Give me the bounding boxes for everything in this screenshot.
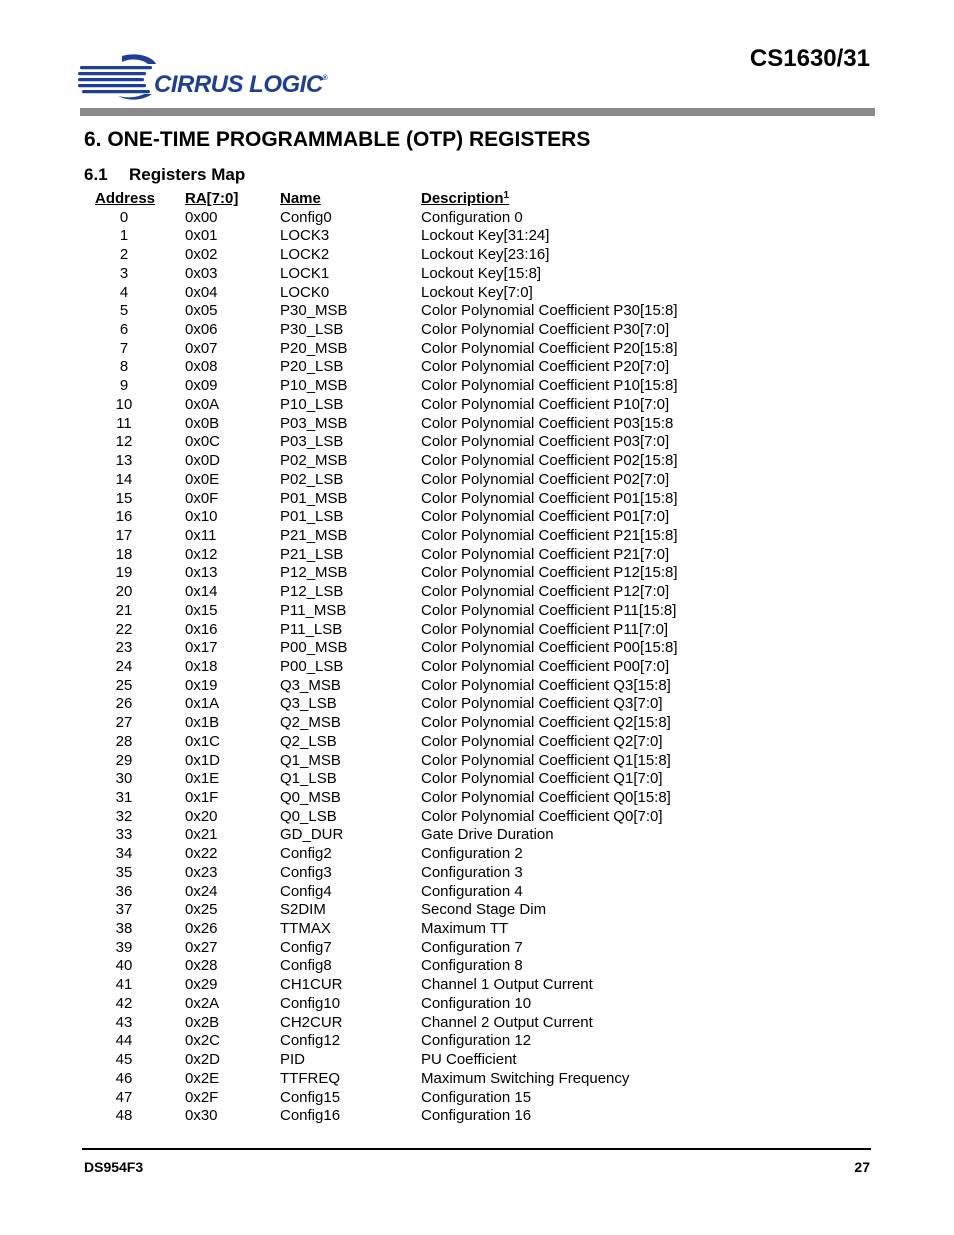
cell-address: 34	[115, 845, 133, 863]
cell-ra: 0x0A	[185, 395, 220, 413]
cell-description: Lockout Key[7:0]	[421, 283, 533, 301]
cell-address: 17	[115, 526, 133, 544]
cell-ra: 0x1D	[185, 751, 221, 769]
cell-ra: 0x0E	[185, 470, 220, 488]
cell-ra: 0x2A	[185, 994, 220, 1012]
cell-description: Channel 2 Output Current	[421, 1013, 593, 1031]
cell-address: 27	[115, 714, 133, 732]
cell-address: 35	[115, 863, 133, 881]
cell-address: 31	[115, 789, 133, 806]
cell-address: 11	[116, 414, 132, 432]
cell-ra: 0x00	[185, 208, 218, 226]
cell-ra: 0x15	[185, 601, 218, 619]
cell-description: Configuration 16	[421, 1107, 532, 1125]
cell-name: Config10	[280, 994, 341, 1012]
cell-address: 45	[115, 1051, 133, 1069]
cell-name: P12_MSB	[280, 564, 348, 582]
cell-ra: 0x16	[185, 620, 218, 638]
cell-description: Color Polynomial Coefficient P30[15:8]	[421, 302, 678, 320]
cell-name: P21_LSB	[280, 545, 344, 563]
cell-name: Q1_MSB	[280, 751, 341, 769]
cell-ra: 0x09	[185, 377, 218, 395]
cell-ra: 0x1E	[185, 770, 220, 788]
cell-ra: 0x2F	[185, 1088, 219, 1106]
cell-address: 0	[119, 208, 129, 226]
cell-name: LOCK1	[280, 264, 330, 282]
cell-name: LOCK0	[280, 283, 330, 301]
cell-ra: 0x12	[185, 545, 218, 563]
cell-description: Channel 1 Output Current	[421, 976, 593, 994]
cell-description: Configuration 10	[421, 994, 532, 1012]
cell-description: Color Polynomial Coefficient P21[7:0]	[421, 545, 670, 563]
cell-name: Config8	[280, 957, 332, 975]
cell-description: Lockout Key[31:24]	[421, 227, 550, 245]
cell-ra: 0x20	[185, 807, 218, 825]
cell-description: Color Polynomial Coefficient P30[7:0]	[421, 321, 670, 339]
cell-ra: 0x24	[185, 882, 218, 900]
cell-description: Configuration 15	[421, 1088, 532, 1106]
cell-description: Color Polynomial Coefficient P01[7:0]	[421, 508, 670, 526]
cell-address: 21	[115, 601, 133, 619]
cell-ra: 0x01	[185, 227, 218, 245]
cell-description: Color Polynomial Coefficient P01[15:8]	[421, 489, 678, 507]
cell-address: 19	[115, 564, 133, 582]
cell-ra: 0x13	[185, 564, 218, 582]
header-divider	[80, 108, 875, 116]
cell-name: P11_LSB	[280, 620, 343, 638]
cell-description: Lockout Key[15:8]	[421, 264, 542, 282]
cell-description: Color Polynomial Coefficient P20[7:0]	[421, 358, 670, 376]
cell-ra: 0x17	[185, 639, 218, 657]
footnote-ref: 1	[503, 190, 510, 201]
document-title: CS1630/31	[749, 45, 870, 72]
cell-ra: 0x07	[185, 339, 218, 357]
cell-address: 23	[115, 639, 133, 657]
cell-name: P02_MSB	[280, 452, 348, 470]
cell-name: Config2	[280, 845, 332, 863]
cell-address: 20	[115, 583, 133, 601]
cell-address: 5	[119, 302, 129, 320]
cell-address: 32	[115, 807, 133, 825]
cell-ra: 0x02	[185, 246, 218, 264]
cell-name: TTMAX	[280, 920, 331, 938]
cell-description: Color Polynomial Coefficient P03[7:0]	[421, 433, 670, 451]
cell-name: P00_MSB	[280, 639, 348, 657]
cell-name: Q0_LSB	[280, 807, 337, 825]
cell-name: P10_MSB	[280, 377, 348, 395]
cell-ra: 0x0B	[185, 414, 220, 432]
cell-description: Gate Drive Duration	[421, 826, 554, 844]
cell-name: Q3_MSB	[280, 676, 341, 694]
cell-ra: 0x06	[185, 321, 218, 339]
cell-ra: 0x0C	[185, 433, 221, 451]
cell-description: Color Polynomial Coefficient Q0[15:8]	[421, 789, 671, 806]
cell-description: Maximum Switching Frequency	[421, 1069, 630, 1087]
cell-address: 1	[119, 227, 129, 245]
cell-name: P01_MSB	[280, 489, 348, 507]
cell-ra: 0x1B	[185, 714, 220, 732]
cell-address: 37	[115, 901, 133, 919]
logo-wordmark: CIRRUS LOGIC®	[154, 71, 328, 98]
cell-description: Color Polynomial Coefficient Q1[7:0]	[421, 770, 663, 788]
cell-description: Color Polynomial Coefficient Q3[15:8]	[421, 676, 671, 694]
cell-address: 38	[115, 920, 133, 938]
cell-name: P03_LSB	[280, 433, 344, 451]
cell-address: 29	[115, 751, 133, 769]
cell-address: 28	[115, 732, 133, 750]
cell-description: Color Polynomial Coefficient P11[15:8]	[421, 601, 677, 619]
cell-description: Color Polynomial Coefficient Q0[7:0]	[421, 807, 663, 825]
cell-address: 25	[115, 676, 133, 694]
cell-ra: 0x1A	[185, 695, 220, 713]
cell-ra: 0x03	[185, 264, 218, 282]
cell-name: Q0_MSB	[280, 789, 341, 806]
cell-ra: 0x11	[185, 526, 217, 544]
cell-ra: 0x0F	[185, 489, 219, 507]
cell-description: Color Polynomial Coefficient P12[7:0]	[421, 583, 670, 601]
cell-name: LOCK3	[280, 227, 330, 245]
cell-address: 30	[115, 770, 133, 788]
cell-description: Configuration 2	[421, 845, 523, 863]
cell-address: 6	[119, 321, 129, 339]
cell-address: 15	[115, 489, 133, 507]
cell-ra: 0x0D	[185, 452, 221, 470]
cell-name: P00_LSB	[280, 657, 344, 675]
cell-ra: 0x30	[185, 1107, 218, 1125]
header-name: Name	[280, 190, 321, 207]
cell-ra: 0x08	[185, 358, 218, 376]
cell-ra: 0x2E	[185, 1069, 220, 1087]
cell-ra: 0x19	[185, 676, 218, 694]
cell-name: Config3	[280, 863, 332, 881]
cell-address: 41	[115, 976, 133, 994]
cell-ra: 0x14	[185, 583, 218, 601]
cell-address: 43	[115, 1013, 133, 1031]
cell-address: 48	[115, 1107, 133, 1125]
cell-ra: 0x26	[185, 920, 218, 938]
cell-ra: 0x05	[185, 302, 218, 320]
cell-name: TTFREQ	[280, 1069, 340, 1087]
cell-description: PU Coefficient	[421, 1051, 517, 1069]
cell-name: P20_MSB	[280, 339, 348, 357]
cell-name: P30_LSB	[280, 321, 344, 339]
footer-divider	[82, 1148, 871, 1150]
cell-name: CH1CUR	[280, 976, 343, 994]
subsection-title: Registers Map	[129, 165, 246, 184]
cell-ra: 0x2B	[185, 1013, 220, 1031]
footer-page-number: 27	[854, 1159, 870, 1175]
cell-ra: 0x21	[185, 826, 218, 844]
cell-name: PID	[280, 1051, 306, 1069]
cell-address: 24	[115, 657, 133, 675]
cell-description: Color Polynomial Coefficient P20[15:8]	[421, 339, 678, 357]
cell-address: 36	[115, 882, 133, 900]
cell-address: 3	[119, 264, 129, 282]
cell-ra: 0x25	[185, 901, 218, 919]
cell-ra: 0x2C	[185, 1032, 221, 1050]
cell-ra: 0x04	[185, 283, 218, 301]
header-ra: RA[7:0]	[185, 190, 239, 207]
cell-ra: 0x10	[185, 508, 218, 526]
cell-ra: 0x27	[185, 938, 218, 956]
cell-description: Color Polynomial Coefficient P02[15:8]	[421, 452, 678, 470]
cell-name: P30_MSB	[280, 302, 348, 320]
cell-address: 39	[115, 938, 133, 956]
cell-ra: 0x18	[185, 657, 218, 675]
cell-address: 42	[115, 994, 133, 1012]
subsection-heading	[84, 166, 245, 183]
cell-description: Configuration 3	[421, 863, 523, 881]
cell-name: Config7	[280, 938, 332, 956]
cell-name: P02_LSB	[280, 470, 344, 488]
cell-name: Config0	[280, 208, 332, 226]
cell-description: Configuration 8	[421, 957, 523, 975]
cell-address: 13	[115, 452, 133, 470]
cell-name: P11_MSB	[280, 601, 347, 619]
cell-description: Color Polynomial Coefficient P00[15:8]	[421, 639, 678, 657]
cell-ra: 0x1C	[185, 732, 221, 750]
cell-name: P12_LSB	[280, 583, 344, 601]
cell-description: Second Stage Dim	[421, 901, 547, 919]
cell-address: 4	[119, 283, 129, 301]
cell-description: Configuration 12	[421, 1032, 532, 1050]
cell-name: P03_MSB	[280, 414, 348, 432]
cell-description: Configuration 0	[421, 208, 523, 226]
cell-name: Config15	[280, 1088, 341, 1106]
cell-name: Q2_MSB	[280, 714, 341, 732]
cell-description: Color Polynomial Coefficient P02[7:0]	[421, 470, 670, 488]
cell-ra: 0x1F	[185, 789, 219, 806]
cell-address: 12	[115, 433, 133, 451]
cell-address: 8	[119, 358, 129, 376]
cell-description: Color Polynomial Coefficient P10[7:0]	[421, 395, 670, 413]
cell-name: P01_LSB	[280, 508, 344, 526]
cell-address: 44	[115, 1032, 133, 1050]
cell-name: S2DIM	[280, 901, 326, 919]
cell-name: Config16	[280, 1107, 341, 1125]
cell-ra: 0x2D	[185, 1051, 221, 1069]
subsection-number: 6.1	[84, 165, 108, 184]
cell-name: P21_MSB	[280, 526, 348, 544]
cell-description: Color Polynomial Coefficient P12[15:8]	[421, 564, 678, 582]
section-heading: 6. ONE-TIME PROGRAMMABLE (OTP) REGISTERS	[84, 128, 591, 151]
cell-description: Lockout Key[23:16]	[421, 246, 550, 264]
cell-description: Color Polynomial Coefficient P03[15:8	[421, 414, 674, 432]
cell-name: Config12	[280, 1032, 341, 1050]
cell-ra: 0x23	[185, 863, 218, 881]
header-address: Address	[95, 190, 156, 207]
cell-address: 14	[115, 470, 133, 488]
cell-description: Color Polynomial Coefficient Q2[15:8]	[421, 714, 671, 732]
cell-address: 10	[115, 395, 133, 413]
cell-name: Config4	[280, 882, 332, 900]
cell-description: Color Polynomial Coefficient P00[7:0]	[421, 657, 670, 675]
cell-description: Color Polynomial Coefficient Q1[15:8]	[421, 751, 671, 769]
cell-name: Q2_LSB	[280, 732, 337, 750]
cell-name: P10_LSB	[280, 395, 344, 413]
header-description: Description$^1$	[421, 190, 510, 207]
cell-name: P20_LSB	[280, 358, 344, 376]
cell-description: Color Polynomial Coefficient P10[15:8]	[421, 377, 678, 395]
cell-description: Color Polynomial Coefficient P11[7:0]	[421, 620, 669, 638]
cell-ra: 0x22	[185, 845, 218, 863]
cell-description: Color Polynomial Coefficient P21[15:8]	[421, 526, 678, 544]
cell-ra: 0x29	[185, 976, 218, 994]
cell-address: 33	[115, 826, 133, 844]
cell-description: Maximum TT	[421, 920, 509, 938]
cell-address: 26	[115, 695, 133, 713]
cell-description: Configuration 7	[421, 938, 523, 956]
cell-ra: 0x28	[185, 957, 218, 975]
cell-description: Configuration 4	[421, 882, 523, 900]
cell-description: Color Polynomial Coefficient Q3[7:0]	[421, 695, 663, 713]
cell-name: Q3_LSB	[280, 695, 337, 713]
cell-name: GD_DUR	[280, 826, 344, 844]
cell-address: 18	[115, 545, 133, 563]
cell-address: 40	[115, 957, 133, 975]
cell-address: 47	[115, 1088, 133, 1106]
cell-address: 2	[119, 246, 129, 264]
cell-address: 46	[115, 1069, 133, 1087]
cell-address: 7	[119, 339, 129, 357]
cell-address: 22	[115, 620, 133, 638]
cell-address: 16	[115, 508, 133, 526]
cell-address: 9	[119, 377, 129, 395]
footer-doc-id: DS954F3	[84, 1159, 144, 1175]
cell-name: LOCK2	[280, 246, 330, 264]
cell-name: CH2CUR	[280, 1013, 343, 1031]
cell-description: Color Polynomial Coefficient Q2[7:0]	[421, 732, 663, 750]
cell-name: Q1_LSB	[280, 770, 337, 788]
